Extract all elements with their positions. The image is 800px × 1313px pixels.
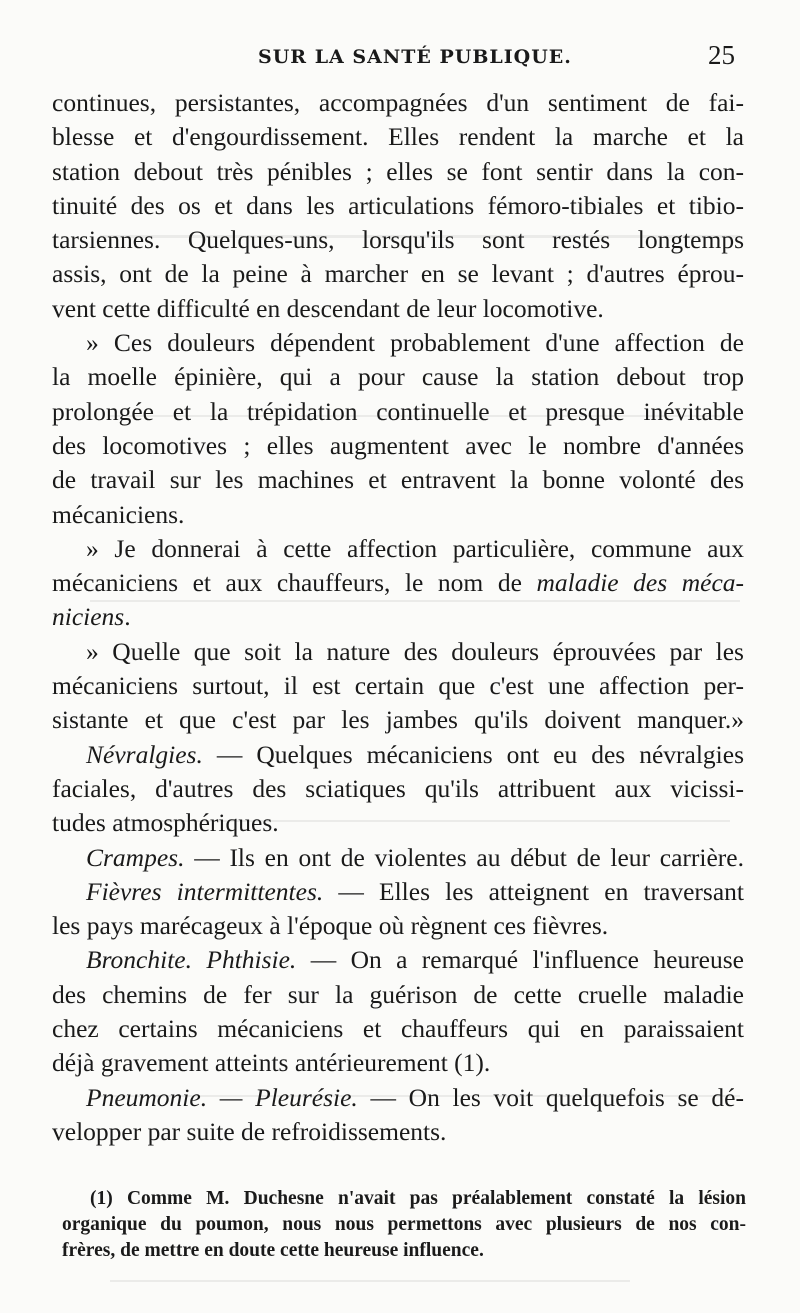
text-run: . [124, 602, 131, 632]
footnote-line [90, 1186, 746, 1212]
text-line [52, 360, 744, 394]
text-line [52, 86, 744, 120]
text-line [52, 703, 744, 737]
text-run: (1) Comme M. Duchesne n'avait pas préalablement constaté la lésion [90, 1188, 746, 1209]
text-run: chez certains mécaniciens et chauffeurs qui en paraissaient [52, 1014, 744, 1044]
italic-text: niciens [52, 602, 125, 632]
text-line [52, 635, 744, 669]
text-run: station debout très pénibles ; elles se font sentir dans la con- [52, 156, 744, 186]
footnote [62, 1186, 746, 1264]
text-run: vent cette difficulté en descendant de leur locomotive. [52, 293, 604, 323]
text-run: blesse et d'engourdissement. Elles rendent la marche et la [52, 122, 744, 152]
text-line [52, 326, 744, 360]
text-run: assis, ont de la peine à marcher en se levant ; d'autres éprou- [52, 259, 744, 289]
italic-text: Crampes. [86, 842, 185, 872]
text-line [52, 120, 744, 154]
text-run: des chemins de fer sur la guérison de cette cruelle maladie [52, 979, 744, 1009]
text-run: continues, persistantes, accompagnées d'un sentiment de fai- [52, 88, 744, 117]
text-line [52, 600, 744, 634]
text-line [52, 532, 744, 566]
text-run: prolongée et la trépidation continuelle et presque inévitable [52, 396, 744, 426]
text-line [52, 669, 744, 703]
text-run: la moelle épinière, qui a pour cause la station debout trop [52, 362, 744, 392]
text-line [52, 498, 744, 532]
text-run: » Quelle que soit la nature des douleurs éprouvées par les [86, 636, 744, 666]
text-run: tinuité des os et dans les articulations fémoro-tibiales et tibio- [52, 190, 744, 220]
footnote-line [62, 1238, 746, 1264]
body-text [52, 86, 744, 1149]
text-line [52, 292, 744, 326]
text-run: déjà gravement atteints antérieurement (1). [52, 1048, 491, 1078]
text-line [52, 223, 744, 257]
text-run: velopper par suite de refroidissements. [52, 1116, 447, 1146]
page-number: 25 [708, 40, 735, 70]
text-line [52, 1081, 744, 1115]
text-line [52, 463, 744, 497]
text-run: les pays marécageux à l'époque où règnent ces fièvres. [52, 911, 609, 941]
text-line [52, 429, 744, 463]
text-run: des locomotives ; elles augmentent avec le nombre d'années [52, 430, 744, 460]
text-run: frères, de mettre en doute cette heureuse influence. [62, 1240, 484, 1261]
text-run: mécaniciens surtout, il est certain que c'est une affection per- [52, 671, 744, 701]
text-line [52, 978, 744, 1012]
italic-text: Fièvres intermittentes. [86, 876, 324, 906]
text-line [52, 257, 744, 291]
text-run: mécaniciens. [52, 499, 185, 529]
page-header [58, 40, 743, 80]
text-line [52, 909, 744, 943]
text-line [52, 1046, 744, 1080]
italic-text: Bronchite. Phthisie. [86, 945, 297, 975]
text-line [52, 738, 744, 772]
text-run: tarsiennes. Quelques-uns, lorsqu'ils sont restés longtemps [52, 225, 744, 255]
running-head: SUR LA SANTÉ PUBLIQUE. [258, 46, 572, 68]
text-line [52, 189, 744, 223]
text-run: tudes atmosphériques. [52, 808, 279, 838]
text-run: — Elles les atteignent en traversant [323, 876, 744, 906]
text-line [52, 395, 744, 429]
text-run: — On a remarqué l'influence heureuse [296, 945, 744, 975]
text-line [52, 566, 744, 600]
text-run: » Je donnerai à cette affection particulière, commune aux [86, 533, 744, 563]
text-run: de travail sur les machines et entravent la bonne volonté des [52, 465, 744, 495]
text-run: — On les voit quelquefois se dé- [357, 1082, 744, 1112]
text-line [52, 1012, 744, 1046]
text-run: sistante et que c'est par les jambes qu'ils doivent manquer.» [52, 705, 744, 735]
text-line [52, 943, 744, 977]
text-line [52, 806, 744, 840]
text-line [52, 841, 744, 875]
text-line [52, 772, 744, 806]
text-run: — Quelques mécaniciens ont eu des névralgies [202, 739, 744, 769]
italic-text: Pneumonie. — Pleurésie. [86, 1082, 358, 1112]
text-run: faciales, d'autres des sciatiques qu'ils attribuent aux vicissi- [52, 773, 744, 803]
text-line [52, 1115, 744, 1149]
text-run: » Ces douleurs dépendent probablement d'une affection de [86, 328, 744, 358]
text-run: — Ils en ont de violentes au début de leur carrière. [184, 842, 744, 872]
italic-text: maladie des méca- [536, 568, 744, 598]
text-run: mécaniciens et aux chauffeurs, le nom de [52, 568, 537, 598]
text-line [52, 875, 744, 909]
text-run: organique du poumon, nous nous permettons avec plusieurs de nos con- [62, 1214, 746, 1235]
footnote-line [62, 1212, 746, 1238]
text-line [52, 155, 744, 189]
italic-text: Névralgies. [86, 739, 203, 769]
